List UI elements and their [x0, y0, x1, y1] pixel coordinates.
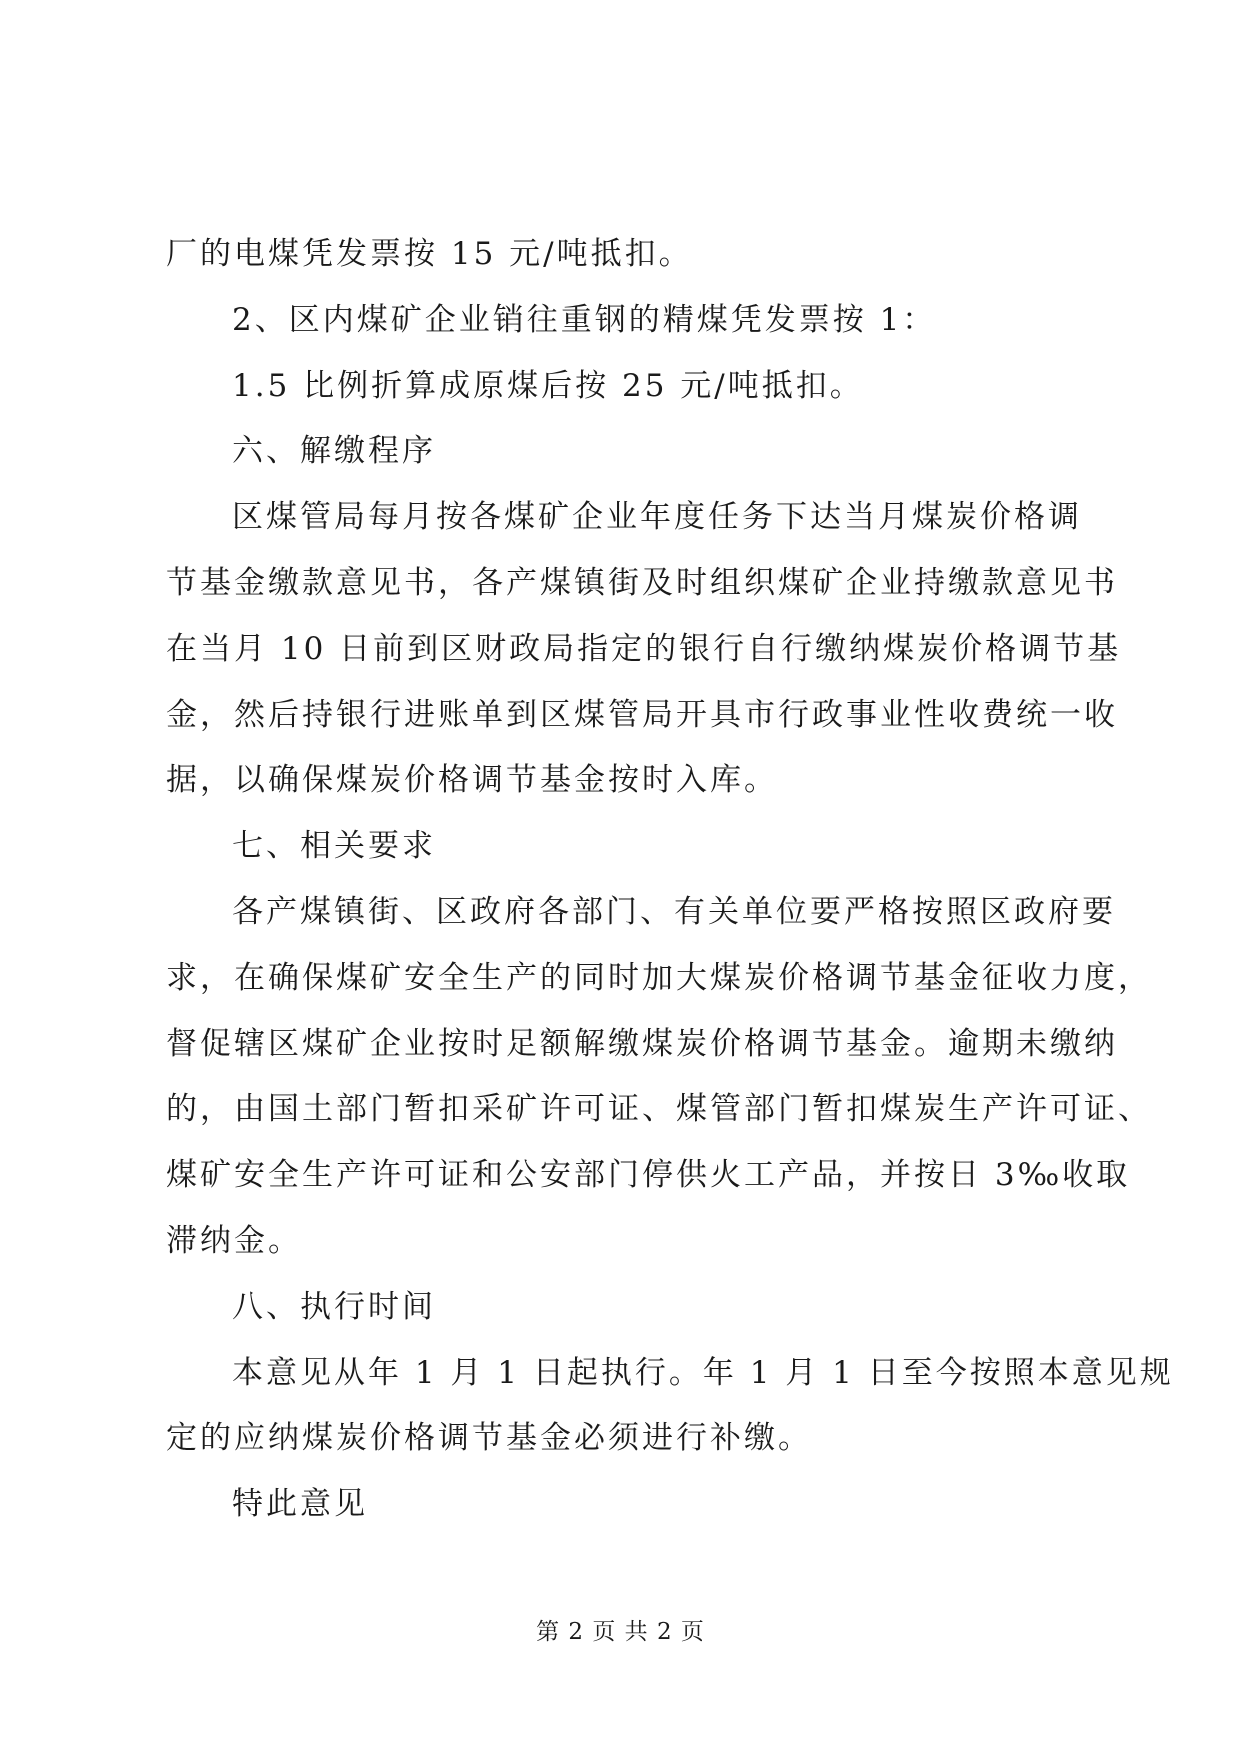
text-line-18: 本意见从年 1 月 1 日起执行。年 1 月 1 日至今按照本意见规: [232, 1354, 1174, 1391]
text-line-16: 滞纳金。: [166, 1222, 302, 1259]
section-heading-6: 六、解缴程序: [232, 433, 436, 470]
text-line-7: 在当月 10 日前到区财政局指定的银行自行缴纳煤炭价格调节基: [166, 630, 1122, 667]
text-line-13: 督促辖区煤矿企业按时足额解缴煤炭价格调节基金。逾期未缴纳: [166, 1025, 1118, 1062]
text-line-11: 各产煤镇街、区政府各部门、有关单位要严格按照区政府要: [232, 893, 1116, 930]
text-line-2: 2、区内煤矿企业销往重钢的精煤凭发票按 1：: [232, 301, 937, 338]
text-line-3: 1.5 比例折算成原煤后按 25 元/吨抵扣。: [232, 367, 864, 404]
text-line-15: 煤矿安全生产许可证和公安部门停供火工产品，并按日 3‰收取: [166, 1157, 1131, 1194]
text-line-12: 求，在确保煤矿安全生产的同时加大煤炭价格调节基金征收力度，: [166, 959, 1152, 996]
text-line-14: 的，由国土部门暂扣采矿许可证、煤管部门暂扣煤炭生产许可证、: [166, 1091, 1152, 1128]
text-line-19: 定的应纳煤炭价格调节基金必须进行补缴。: [166, 1420, 812, 1457]
text-line-9: 据，以确保煤炭价格调节基金按时入库。: [166, 762, 778, 799]
document-body: [166, 222, 1174, 1538]
text-line-6: 节基金缴款意见书，各产煤镇街及时组织煤矿企业持缴款意见书: [166, 564, 1118, 601]
text-line-8: 金，然后持银行进账单到区煤管局开具市行政事业性收费统一收: [166, 696, 1118, 733]
page-number-footer: 第 2 页 共 2 页: [536, 1619, 705, 1645]
closing-line: 特此意见: [232, 1486, 368, 1523]
text-line-5: 区煤管局每月按各煤矿企业年度任务下达当月煤炭价格调: [232, 499, 1082, 536]
section-heading-8: 八、执行时间: [232, 1288, 436, 1325]
section-heading-7: 七、相关要求: [232, 828, 436, 865]
text-line-1: 厂的电煤凭发票按 15 元/吨抵扣。: [166, 236, 693, 272]
